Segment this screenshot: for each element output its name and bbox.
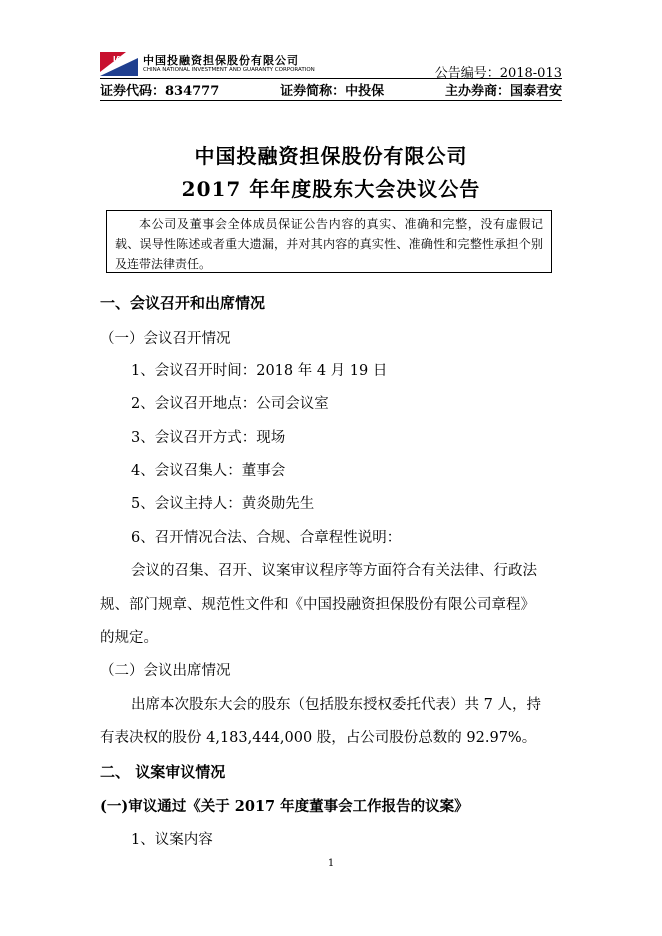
disclaimer-box xyxy=(106,210,552,273)
paragraph-attendance-line: 有表决权的股份 4,183,444,000 股，占公司股份总数的 92.97%。 xyxy=(100,730,537,746)
paragraph-legality-line: 会议的召集、召开、议案审议程序等方面符合有关法律、行政法 xyxy=(131,563,537,579)
header-rule-bottom xyxy=(100,100,562,101)
header-rule-top xyxy=(100,78,562,79)
sponsor-broker: 主办券商：国泰君安 xyxy=(444,84,562,99)
page-number: 1 xyxy=(327,858,335,869)
company-logo xyxy=(100,52,138,76)
company-name-en: CHINA NATIONAL INVESTMENT AND GUARANTY CORPORATION xyxy=(143,67,315,73)
item-meeting-method: 3、会议召开方式：现场 xyxy=(131,430,286,446)
notice-number: 公告编号：2018-013 xyxy=(434,66,562,81)
document-title-company: 中国投融资担保股份有限公司 xyxy=(194,144,468,168)
stock-code: 证券代码：834777 xyxy=(100,84,220,99)
item-legality: 6、召开情况合法、合规、合章程性说明： xyxy=(131,530,402,546)
stock-abbreviation: 证券简称：中投保 xyxy=(280,84,385,99)
paragraph-attendance-line: 出席本次股东大会的股东（包括股东授权委托代表）共 7 人，持 xyxy=(131,697,541,713)
subsection-heading-attendance: （二）会议出席情况 xyxy=(100,663,231,679)
paragraph-legality-line: 规、部门规章、规范性文件和《中国投融资担保股份有限公司章程》 xyxy=(100,597,535,613)
disclaimer-text: 本公司及董事会全体成员保证公告内容的真实、准确和完整，没有虚假记载、误导性陈述或者重大遗漏，并对其内容的真实性、准确性和完整性承担个别及连带法律责任。 xyxy=(115,217,543,271)
logo-text: I&G xyxy=(113,55,128,63)
item-meeting-time: 1、会议召开时间：2018 年 4 月 19 日 xyxy=(131,363,388,379)
paragraph-legality-line: 的规定。 xyxy=(100,630,158,646)
section-heading-meeting: 一、会议召开和出席情况 xyxy=(100,294,266,312)
subsection-heading-convening: （一）会议召开情况 xyxy=(100,331,231,347)
item-host: 5、会议主持人：黄炎勋先生 xyxy=(131,496,315,512)
company-name-cn: 中国投融资担保股份有限公司 xyxy=(143,54,299,67)
subsection-heading-proposal-1: (一)审议通过《关于 2017 年度董事会工作报告的议案》 xyxy=(100,798,469,815)
item-meeting-place: 2、会议召开地点：公司会议室 xyxy=(131,396,329,412)
header-meta-row xyxy=(100,80,562,102)
document-title-announcement: 2017 年年度股东大会决议公告 xyxy=(181,177,481,201)
item-convener: 4、会议召集人：董事会 xyxy=(131,463,286,479)
item-proposal-content: 1、议案内容 xyxy=(131,832,213,848)
section-heading-proposals: 二、 议案审议情况 xyxy=(100,763,226,781)
